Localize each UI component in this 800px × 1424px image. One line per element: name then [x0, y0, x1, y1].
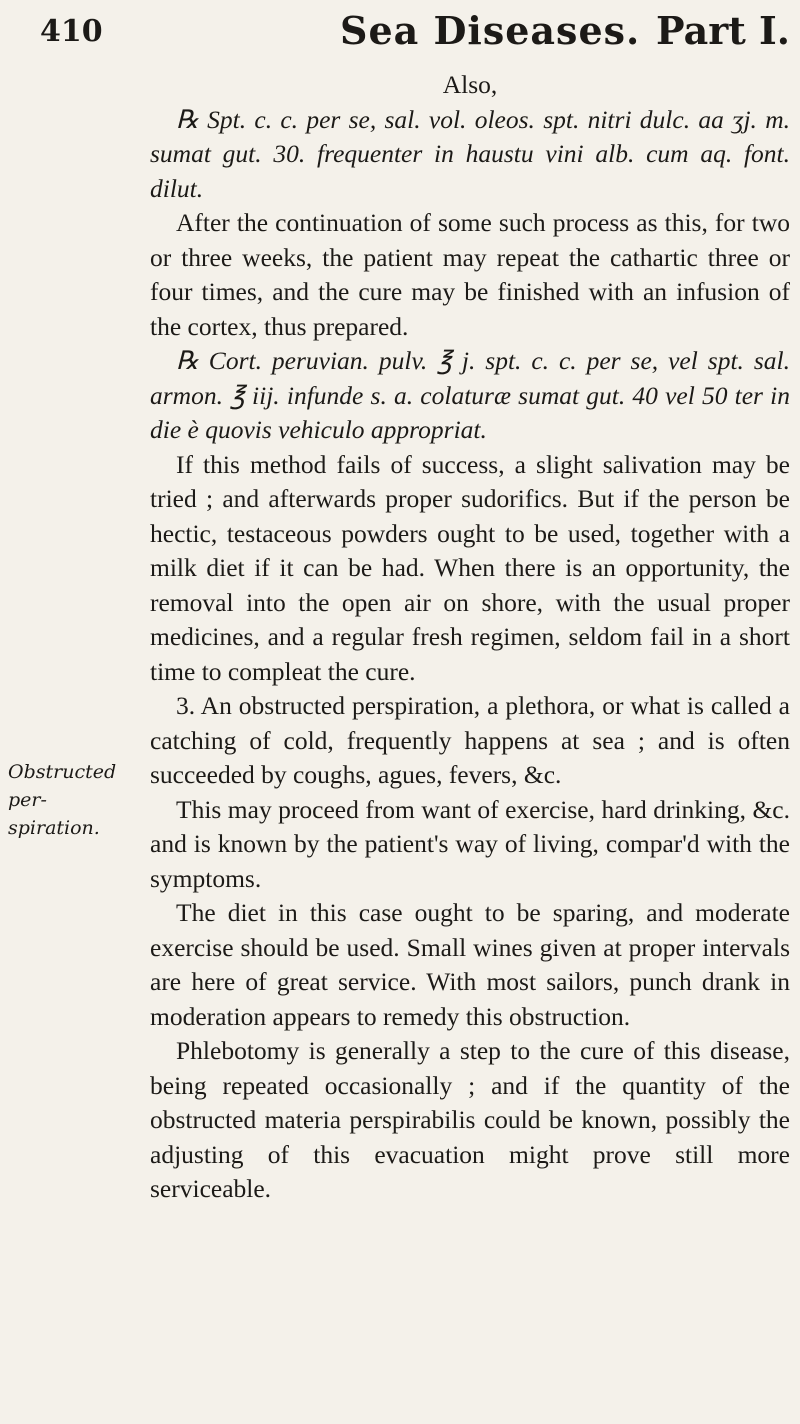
paragraph-phlebotomy: Phlebotomy is generally a step to the cure of this disease, being repeated occasionally ; and if the quantity of the obstructed materia perspirabilis could be known, possibly the adjusting of this evacuation might prove still more serviceable.: [150, 1036, 790, 1203]
paragraph-causes: This may proceed from want of exercise, hard drinking, &c. and is known by the patient's way of living, compar'd with the symptoms.: [150, 794, 790, 893]
paragraph-also: Also,: [442, 70, 498, 99]
prescription-spirits: ℞ Spt. c. c. per se, sal. vol. oleos. spt. nitri dulc. aa ʒj. m. sumat gut. 30. frequenter in haustu vini alb. cum aq. font. dilut.: [150, 104, 790, 203]
paragraph-diet: The diet in this case ought to be sparing, and moderate exercise should be used. Small wines given at proper intervals are here of great service. With most sailors, punch drank in moderation appears to remedy this obstruction.: [150, 898, 790, 1031]
paragraph-obstructed-perspiration: 3. An obstructed perspiration, a plethora, or what is called a catching of cold, frequently happens at sea ; and is often succeeded by coughs, agues, fevers, &c.: [150, 691, 790, 789]
paragraph-salivation: If this method fails of success, a slight salivation may be tried ; and afterwards proper sudorifics. But if the person be hectic, testaceous powders ought to be used, together with a milk diet if it can be had. When there is an opportunity, the removal into the open air on shore, with the usual proper medicines, and a regular fresh regimen, seldom fail in a short time to compleat the cure.: [150, 449, 790, 686]
margin-note: Obstructed per-spiration.: [8, 761, 117, 839]
page-number: 410: [40, 14, 103, 49]
paragraph-continuation: After the continuation of some such process as this, for two or three weeks, the patient may repeat the cathartic three or four times, and the cure may be finished with an infusion of the cortex, thus prepared.: [150, 208, 790, 341]
running-title: Sea Diseases.: [340, 8, 641, 53]
prescription-cortex: ℞ Cort. peruvian. pulv. ℥ j. spt. c. c. per se, vel spt. sal. armon. ℥ iij. infunde s. a. colaturæ sumat gut. 40 vel 50 ter in die è quovis vehiculo appropriat.: [150, 346, 790, 444]
part-label: Part I.: [656, 8, 790, 53]
body-text: [150, 68, 790, 1207]
running-head: [40, 4, 790, 60]
